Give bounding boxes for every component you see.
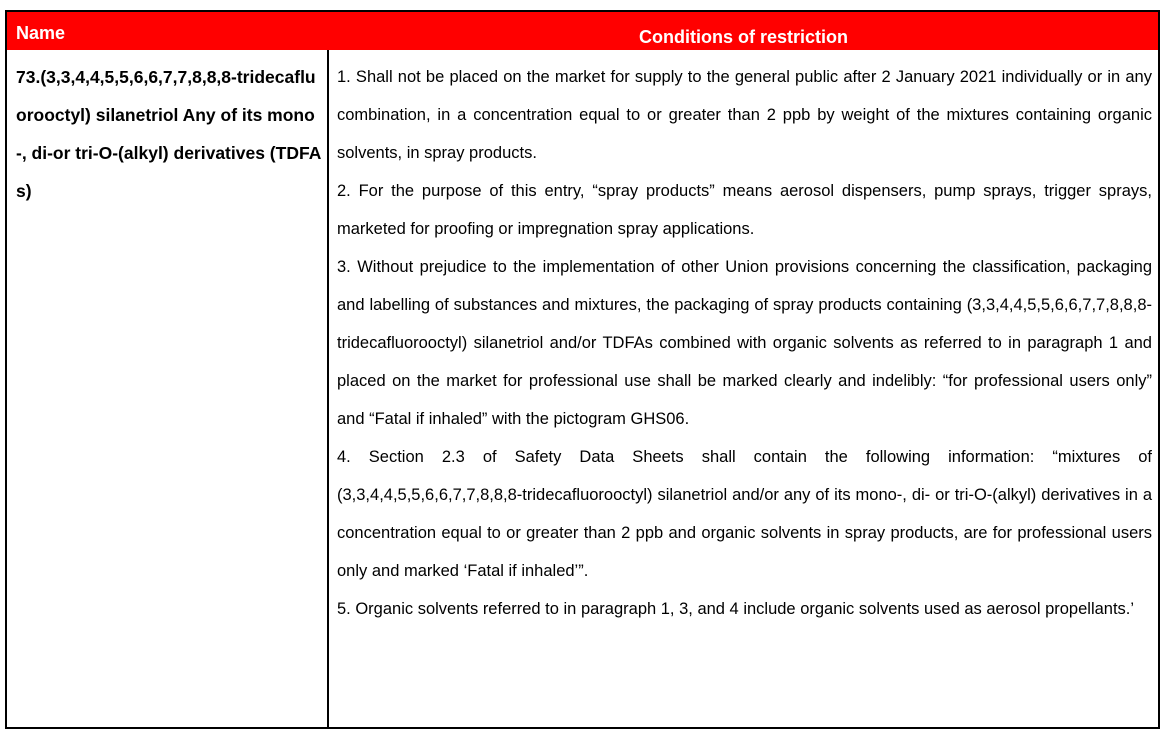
substance-name-cell: 73.(3,3,4,4,5,5,6,6,7,7,8,8,8-tridecafluorooctyl) silanetriol Any of its mono-, di-or tri-O-(alkyl) derivatives (TDFAs) [16,67,322,201]
conditions-cell [337,58,1152,628]
column-divider [327,50,329,727]
header-conditions-of-restriction: Conditions of restriction [639,27,848,47]
header-name: Name [16,23,66,43]
restriction-table [5,10,1160,729]
condition-paragraph-4: 4. Section 2.3 of Safety Data Sheets shall contain the following information: “mixtures of (3,3,4,4,5,5,6,6,7,7,8,8,8-tridecafluorooctyl) silanetriol and/or any of its mono-, di- or tri-O-(alkyl) derivatives in a concentration equal to or greater than 2 ppb and organic solvents in spray products, are for professional users only and marked ‘Fatal if inhaled’”. [337,448,1152,580]
condition-paragraph-3: 3. Without prejudice to the implementation of other Union provisions concerning the classification, packaging and labelling of substances and mixtures, the packaging of spray products containing (3,3,4,4,5,5,6,6,7,7,8,8,8-tridecafluorooctyl) silanetriol and/or TDFAs combined with organic solvents as referred to in paragraph 1 and placed on the market for professional use shall be marked clearly and indelibly: “for professional users only” and “Fatal if inhaled” with the pictogram GHS06. [337,258,1152,428]
table-header-row [7,12,1158,50]
condition-paragraph-1: 1. Shall not be placed on the market for supply to the general public after 2 January 2021 individually or in any combination, in a concentration equal to or greater than 2 ppb by weight of the mixtures containing organic solvents, in spray products. [337,68,1152,162]
condition-paragraph-2: 2. For the purpose of this entry, “spray products” means aerosol dispensers, pump sprays, trigger sprays, marketed for proofing or impregnation spray applications. [337,182,1152,238]
condition-paragraph-5: 5. Organic solvents referred to in paragraph 1, 3, and 4 include organic solvents used as aerosol propellants.’ [337,600,1135,618]
